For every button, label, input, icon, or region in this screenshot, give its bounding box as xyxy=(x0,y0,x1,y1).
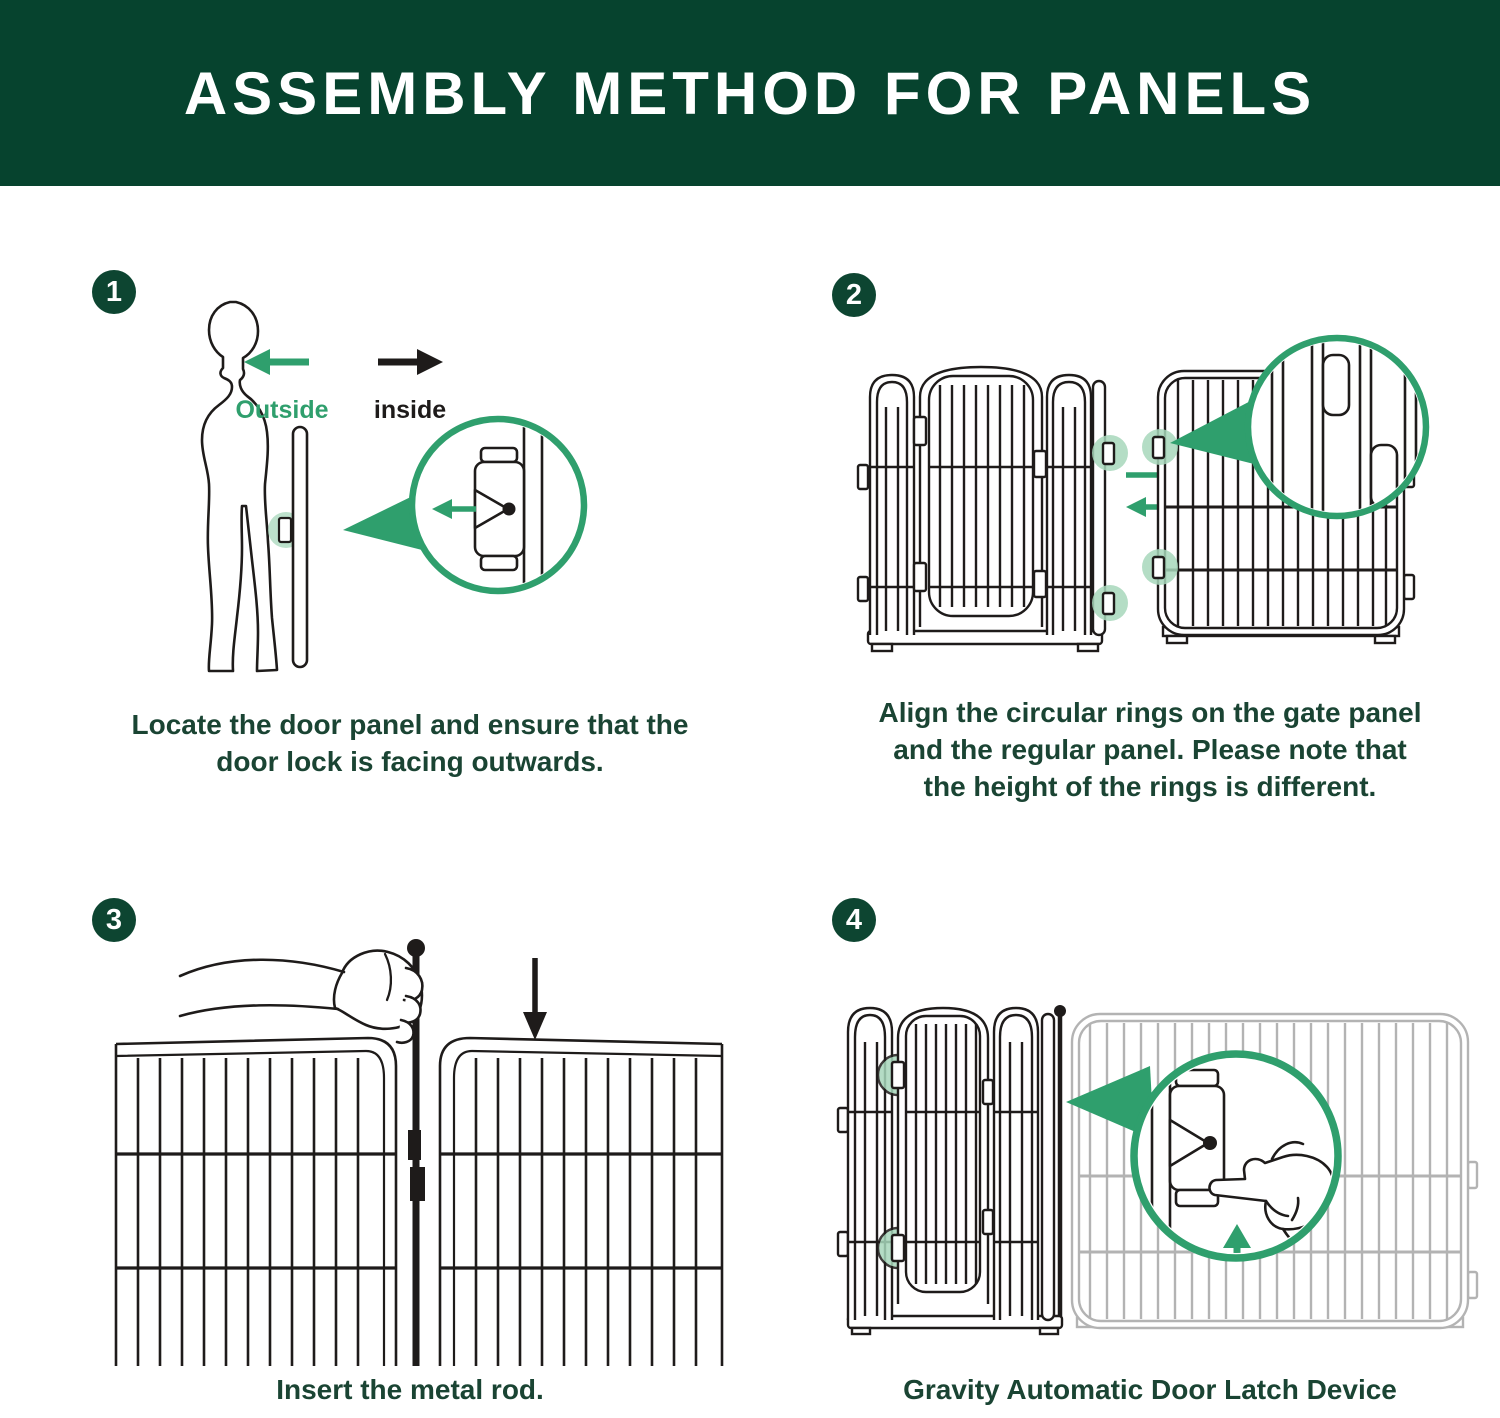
step-4-caption: Gravity Automatic Door Latch Device xyxy=(903,1374,1397,1405)
detail-ring-high xyxy=(1323,355,1349,415)
door-lock-small xyxy=(279,518,291,542)
outside-label: Outside xyxy=(235,396,329,424)
page-header xyxy=(0,0,1500,186)
step-1-number: 1 xyxy=(105,275,123,308)
hinge-top xyxy=(914,417,926,445)
step-3 xyxy=(80,880,740,1418)
step-2-number: 2 xyxy=(845,278,863,311)
step-1-badge xyxy=(92,270,136,314)
step-1-illustration xyxy=(80,252,740,702)
step-4-number: 4 xyxy=(845,903,863,936)
gate-panel xyxy=(858,367,1105,651)
rod-connector-top xyxy=(408,1130,421,1160)
step-4 xyxy=(820,880,1480,1418)
insert-down-arrow-icon xyxy=(523,958,547,1040)
step-2-badge xyxy=(832,273,876,317)
hinge-top xyxy=(892,1062,904,1088)
step-2-illustration xyxy=(820,255,1480,695)
step-4-badge xyxy=(832,898,876,942)
hinge-bottom xyxy=(914,563,926,591)
step-2-caption: Align the circular rings on the gate panel and the regular panel. Please note that the height of the rings is different. xyxy=(878,697,1422,802)
hand-holding-rod-icon xyxy=(180,951,422,1043)
ring-bottom-regular xyxy=(1153,557,1164,578)
door-panel-side-view xyxy=(293,427,307,667)
ring-top-regular xyxy=(1153,437,1164,458)
ring-bottom-gate xyxy=(1103,593,1114,614)
step-1-caption: Locate the door panel and ensure that the door lock is facing outwards. xyxy=(131,709,689,777)
hinge-bottom xyxy=(892,1235,904,1261)
step-1 xyxy=(80,252,740,812)
step-3-number: 3 xyxy=(105,903,123,936)
outside-arrow-left-icon xyxy=(244,349,309,375)
inside-arrow-right-icon xyxy=(378,349,443,375)
page-title: ASSEMBLY METHOD FOR PANELS xyxy=(183,59,1317,127)
step-4-illustration xyxy=(820,880,1480,1370)
ring-top-gate xyxy=(1103,443,1114,464)
step-3-illustration xyxy=(80,880,740,1370)
gate-panel xyxy=(838,1008,1062,1334)
inside-label: inside xyxy=(373,396,447,424)
step-2 xyxy=(820,255,1480,812)
rod-connector-bottom xyxy=(410,1167,425,1201)
metal-rod xyxy=(1054,1005,1066,1326)
step-3-badge xyxy=(92,898,136,942)
step-3-caption: Insert the metal rod. xyxy=(276,1374,544,1405)
